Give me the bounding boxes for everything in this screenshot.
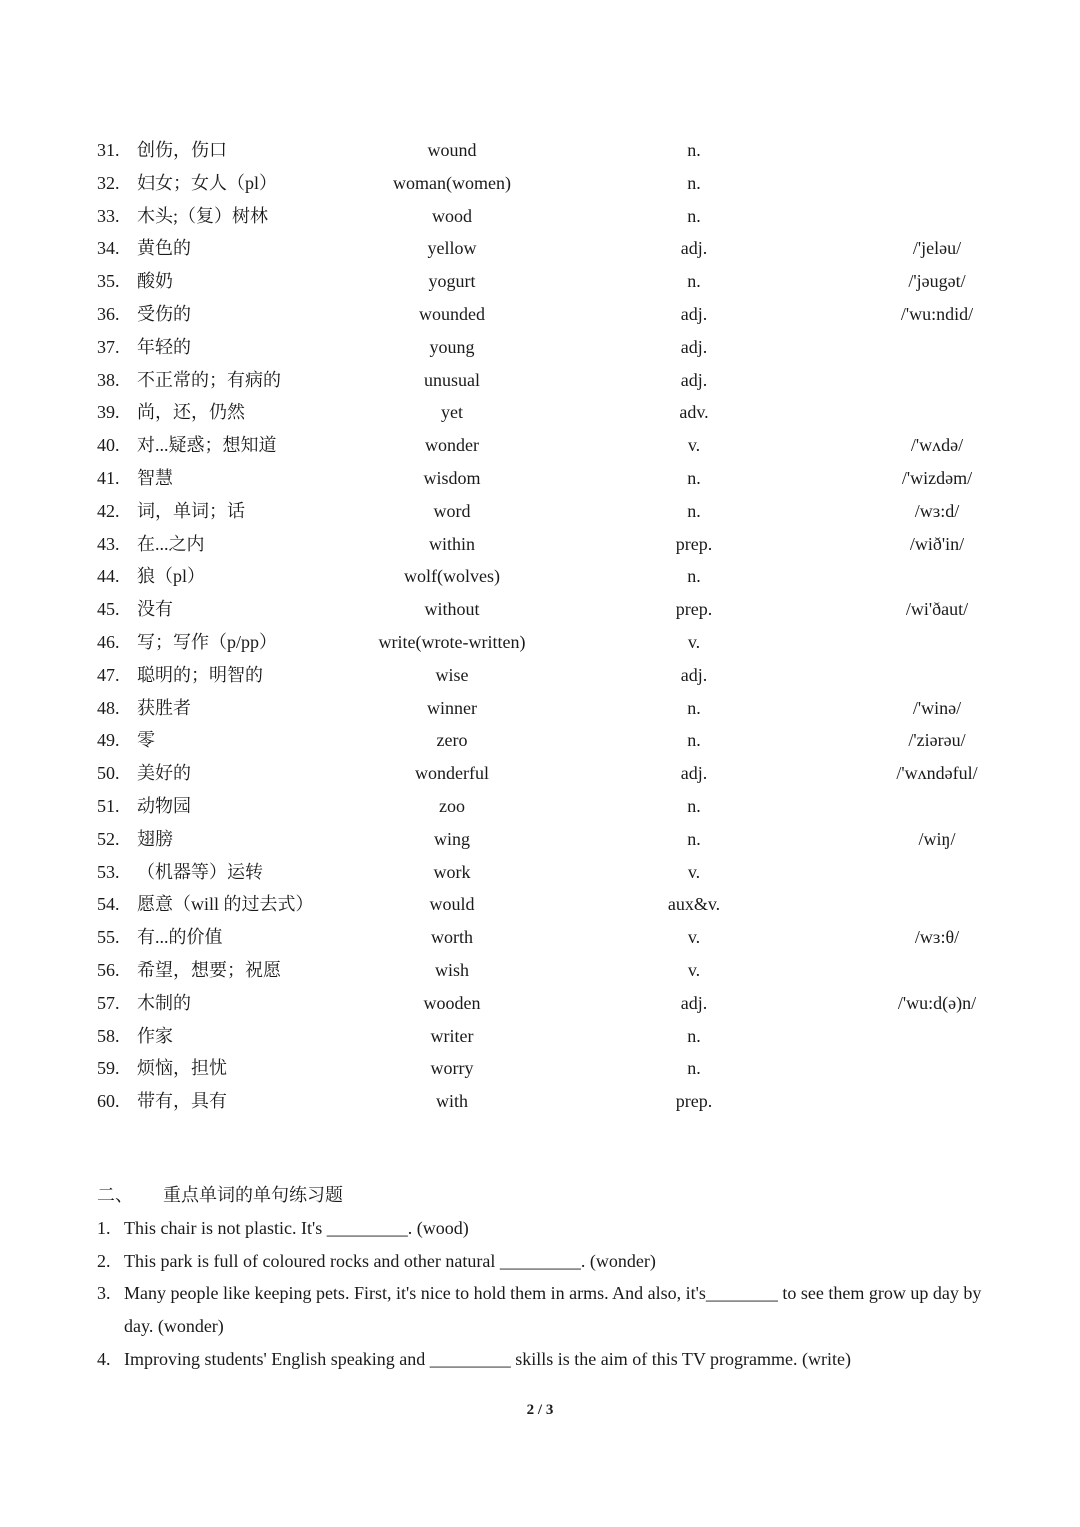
part-of-speech: n. <box>687 697 701 718</box>
english-word: wood <box>432 205 472 226</box>
exercise-text: This park is full of coloured rocks and other natural _________. (wonder) <box>124 1251 656 1271</box>
chinese-meaning: 零 <box>137 730 155 751</box>
vocab-number: 59. <box>97 1058 120 1079</box>
part-of-speech: n. <box>687 730 701 751</box>
vocab-number: 53. <box>97 861 120 882</box>
english-word: woman(women) <box>393 172 511 193</box>
chinese-meaning: 黄色的 <box>137 238 191 259</box>
english-word: would <box>429 894 475 915</box>
part-of-speech: n. <box>687 467 701 488</box>
vocab-number: 40. <box>97 435 120 456</box>
phonetic: /'ziərəu/ <box>908 730 966 751</box>
english-word: wonder <box>425 435 479 456</box>
phonetic: /'jeləu/ <box>912 238 962 259</box>
part-of-speech: n. <box>687 795 701 816</box>
chinese-meaning: 木头;（复）树林 <box>137 205 269 226</box>
chinese-meaning: 有...的价值 <box>137 927 223 948</box>
vocab-number: 44. <box>97 566 120 587</box>
part-of-speech: adj. <box>680 303 708 324</box>
exercise-number: 2. <box>97 1251 111 1271</box>
english-word: wolf(wolves) <box>404 566 500 587</box>
part-of-speech: v. <box>687 927 701 948</box>
exercise-item <box>97 1277 987 1343</box>
section-number: 二、 <box>97 1185 133 1205</box>
chinese-meaning: 在...之内 <box>137 533 205 554</box>
chinese-meaning: 烦恼，担忧 <box>137 1058 227 1079</box>
vocab-row <box>0 364 1080 397</box>
part-of-speech: n. <box>687 271 701 292</box>
phonetic: /'wu:d(ə)n/ <box>897 992 977 1013</box>
phonetic: /'wʌndəful/ <box>896 763 978 784</box>
part-of-speech: v. <box>687 861 701 882</box>
part-of-speech: n. <box>687 140 701 160</box>
exercise-number: 1. <box>97 1218 111 1238</box>
part-of-speech: v. <box>687 631 701 652</box>
vocab-row <box>0 462 1080 495</box>
vocab-number: 35. <box>97 271 120 292</box>
chinese-meaning: 没有 <box>137 599 173 620</box>
vocab-number: 31. <box>97 140 120 160</box>
phonetic: /'wʌdə/ <box>910 435 964 456</box>
exercise-number: 3. <box>97 1283 111 1303</box>
part-of-speech: prep. <box>675 533 713 554</box>
english-word: with <box>435 1091 469 1112</box>
vocab-number: 48. <box>97 697 120 718</box>
exercise-item <box>97 1245 987 1278</box>
chinese-meaning: 美好的 <box>137 763 191 784</box>
chinese-meaning: 聪明的；明智的 <box>137 664 263 685</box>
chinese-meaning: 翅膀 <box>137 828 173 849</box>
chinese-meaning: 不正常的；有病的 <box>137 369 281 390</box>
chinese-meaning: 酸奶 <box>137 271 173 292</box>
part-of-speech: n. <box>687 1058 701 1079</box>
chinese-meaning: 愿意（will 的过去式） <box>137 894 314 915</box>
english-word: winner <box>427 697 477 718</box>
chinese-meaning: 写；写作（p/pp） <box>137 631 278 652</box>
vocab-row <box>0 888 1080 921</box>
english-word: wing <box>434 828 470 849</box>
part-of-speech: v. <box>687 959 701 980</box>
vocab-number: 43. <box>97 533 120 554</box>
part-of-speech: n. <box>687 828 701 849</box>
vocab-number: 45. <box>97 599 120 620</box>
chinese-meaning: 狼（pl） <box>137 566 206 587</box>
vocab-number: 56. <box>97 959 120 980</box>
vocab-row <box>0 265 1080 298</box>
chinese-meaning: 木制的 <box>137 992 191 1013</box>
vocab-row <box>0 331 1080 364</box>
part-of-speech: adj. <box>680 369 708 390</box>
part-of-speech: n. <box>687 205 701 226</box>
part-of-speech: adj. <box>680 664 708 685</box>
exercise-text: Many people like keeping pets. First, it's nice to hold them in arms. And also, it's________ to see them grow up day by day. (wonder) <box>124 1283 982 1336</box>
english-word: wooden <box>423 992 481 1013</box>
phonetic: /'wu:ndid/ <box>900 303 974 324</box>
chinese-meaning: （机器等）运转 <box>137 861 263 882</box>
vocab-row <box>0 659 1080 692</box>
vocab-row <box>0 1052 1080 1085</box>
chinese-meaning: 词，单词；话 <box>137 500 245 521</box>
english-word: wounded <box>419 303 485 324</box>
exercise-item <box>97 1212 987 1245</box>
phonetic: /wi'ðaut/ <box>905 599 969 620</box>
part-of-speech: n. <box>687 566 701 587</box>
chinese-meaning: 作家 <box>137 1025 173 1046</box>
vocab-row <box>0 757 1080 790</box>
vocab-row <box>0 560 1080 593</box>
chinese-meaning: 年轻的 <box>137 336 191 357</box>
part-of-speech: v. <box>687 435 701 456</box>
chinese-meaning: 受伤的 <box>137 303 191 324</box>
chinese-meaning: 动物园 <box>137 795 191 816</box>
chinese-meaning: 对...疑惑；想知道 <box>137 435 277 456</box>
vocab-number: 38. <box>97 369 120 390</box>
vocab-number: 33. <box>97 205 120 226</box>
vocab-row <box>0 921 1080 954</box>
english-word: wound <box>427 140 477 160</box>
vocab-number: 54. <box>97 894 120 915</box>
vocab-number: 50. <box>97 763 120 784</box>
chinese-meaning: 带有，具有 <box>137 1091 227 1112</box>
english-word: word <box>433 500 471 521</box>
phonetic: /'wizdəm/ <box>901 467 973 488</box>
vocab-row <box>0 232 1080 265</box>
part-of-speech: adj. <box>680 238 708 259</box>
english-word: wonderful <box>415 763 489 784</box>
part-of-speech: n. <box>687 172 701 193</box>
phonetic: /wɜ:d/ <box>914 500 960 521</box>
english-word: worth <box>431 927 473 948</box>
english-word: zoo <box>439 795 465 816</box>
vocab-row <box>0 593 1080 626</box>
english-word: zero <box>436 730 468 751</box>
vocab-number: 47. <box>97 664 120 685</box>
exercise-text: Improving students' English speaking and _________ skills is the aim of this TV programme. (write) <box>124 1349 851 1369</box>
part-of-speech: adv. <box>679 402 709 423</box>
vocab-row <box>0 528 1080 561</box>
vocab-number: 39. <box>97 402 120 423</box>
english-word: yogurt <box>428 271 476 292</box>
chinese-meaning: 妇女；女人（pl） <box>137 172 278 193</box>
exercise-text: This chair is not plastic. It's _________. (wood) <box>124 1218 469 1238</box>
vocab-row <box>0 1020 1080 1053</box>
english-word: within <box>428 533 476 554</box>
chinese-meaning: 获胜者 <box>137 697 191 718</box>
part-of-speech: n. <box>687 1025 701 1046</box>
vocab-row <box>0 1085 1080 1118</box>
english-word: worry <box>430 1058 474 1079</box>
part-of-speech: prep. <box>675 1091 713 1112</box>
part-of-speech: adj. <box>680 336 708 357</box>
english-word: write(wrote-written) <box>378 631 526 652</box>
exercise-item <box>97 1343 987 1376</box>
exercise-number: 4. <box>97 1349 111 1369</box>
vocab-number: 60. <box>97 1091 120 1112</box>
english-word: wisdom <box>423 467 481 488</box>
english-word: yet <box>441 402 463 423</box>
section-heading <box>97 1180 343 1210</box>
vocab-row <box>0 167 1080 200</box>
vocab-row <box>0 692 1080 725</box>
vocab-number: 52. <box>97 828 120 849</box>
chinese-meaning: 智慧 <box>137 467 173 488</box>
part-of-speech: prep. <box>675 599 713 620</box>
vocab-row <box>0 954 1080 987</box>
vocab-row <box>0 429 1080 462</box>
phonetic: /wiŋ/ <box>918 828 956 849</box>
vocab-row <box>0 823 1080 856</box>
vocab-row <box>0 987 1080 1020</box>
english-word: young <box>429 336 475 357</box>
vocab-number: 51. <box>97 795 120 816</box>
chinese-meaning: 尚，还，仍然 <box>137 402 245 423</box>
vocabulary-list <box>0 134 1080 1118</box>
english-word: wise <box>435 664 469 685</box>
vocab-row <box>0 396 1080 429</box>
english-word: without <box>424 599 480 620</box>
vocab-number: 46. <box>97 631 120 652</box>
vocab-number: 36. <box>97 303 120 324</box>
part-of-speech: n. <box>687 500 701 521</box>
vocab-number: 58. <box>97 1025 120 1046</box>
vocab-row <box>0 134 1080 167</box>
vocab-number: 57. <box>97 992 120 1013</box>
english-word: wish <box>434 959 470 980</box>
vocab-row <box>0 724 1080 757</box>
vocab-number: 32. <box>97 172 120 193</box>
vocab-number: 49. <box>97 730 120 751</box>
vocab-number: 42. <box>97 500 120 521</box>
english-word: writer <box>430 1025 474 1046</box>
vocab-row <box>0 298 1080 331</box>
phonetic: /wɜ:θ/ <box>914 927 960 948</box>
vocab-number: 34. <box>97 238 120 259</box>
part-of-speech: aux&v. <box>667 894 721 915</box>
english-word: unusual <box>424 369 480 390</box>
vocab-row <box>0 200 1080 233</box>
vocab-row <box>0 856 1080 889</box>
phonetic: /'winə/ <box>912 697 962 718</box>
vocab-row <box>0 495 1080 528</box>
part-of-speech: adj. <box>680 763 708 784</box>
chinese-meaning: 希望，想要；祝愿 <box>137 959 281 980</box>
part-of-speech: adj. <box>680 992 708 1013</box>
phonetic: /wið'in/ <box>909 533 965 554</box>
section-title: 重点单词的单句练习题 <box>163 1185 343 1205</box>
vocab-row <box>0 790 1080 823</box>
vocab-number: 41. <box>97 467 120 488</box>
english-word: yellow <box>427 238 477 259</box>
vocab-number: 55. <box>97 927 120 948</box>
english-word: work <box>433 861 471 882</box>
phonetic: /'jəugət/ <box>908 271 966 292</box>
vocab-row <box>0 626 1080 659</box>
vocab-number: 37. <box>97 336 120 357</box>
page-number: 2 / 3 <box>526 1402 554 1418</box>
chinese-meaning: 创伤，伤口 <box>137 140 227 160</box>
